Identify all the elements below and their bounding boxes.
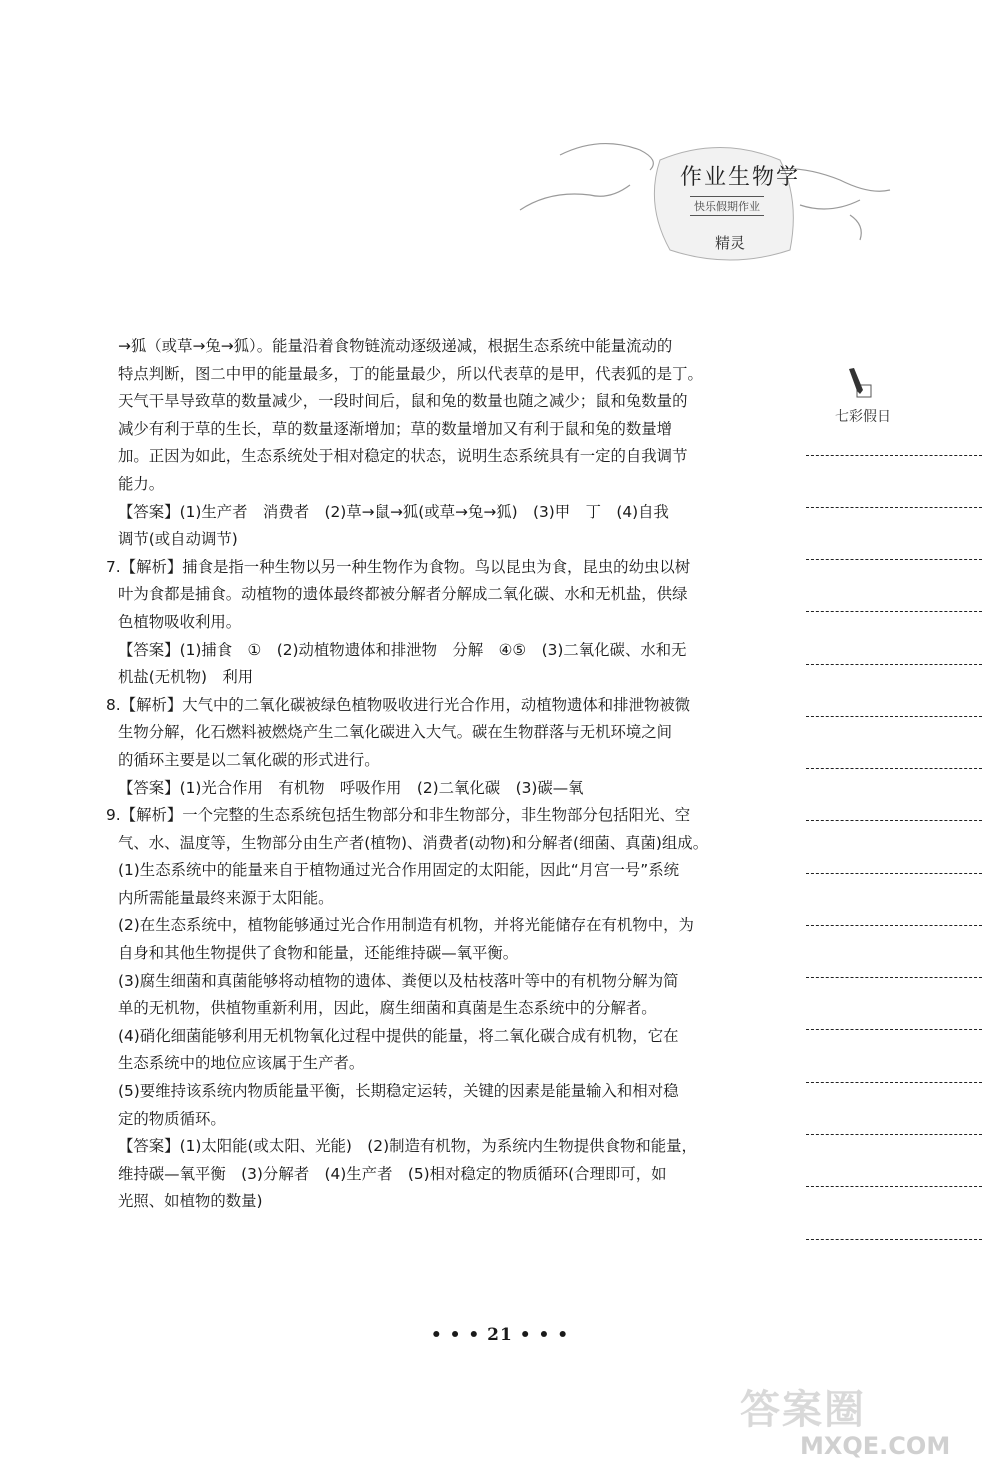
note-line	[806, 507, 982, 508]
header-subtitle: 快乐假期作业	[690, 196, 764, 216]
text-line: 生物分解，化石燃料被燃烧产生二氧化碳进入大气。碳在生物群落与无机环境之间	[118, 723, 673, 742]
pen-icon	[843, 367, 873, 401]
header-title: 作业生物学	[680, 165, 801, 190]
note-line	[806, 1239, 982, 1240]
text-line: 能力。	[118, 474, 165, 493]
text-line: 定的物质循环。	[118, 1109, 226, 1128]
note-line	[806, 559, 982, 560]
text-line: 8.【解析】大气中的二氧化碳被绿色植物吸收进行光合作用，动植物遗体和排泄物被微	[106, 695, 691, 714]
text-line: (1)生态系统中的能量来自于植物通过光合作用固定的太阳能，因此“月宫一号”系统	[118, 861, 680, 880]
text-line: 的循环主要是以二氧化碳的形式进行。	[118, 750, 380, 769]
text-line: 调节(或自动调节)	[118, 530, 238, 549]
note-line	[806, 716, 982, 717]
text-line: 9.【解析】一个完整的生态系统包括生物部分和非生物部分，非生物部分包括阳光、空	[106, 806, 691, 825]
text-line: 色植物吸收利用。	[118, 612, 242, 631]
note-line	[806, 768, 982, 769]
note-line	[806, 1029, 982, 1030]
text-line: 【答案】(1)生产者 消费者 (2)草→鼠→狐(或草→兔→狐) (3)甲 丁 (4)自我	[118, 502, 669, 521]
text-line: 自身和其他生物提供了食物和能量，还能维持碳—氧平衡。	[118, 944, 519, 963]
watermark-logo: 答案圈	[740, 1387, 866, 1433]
note-line	[806, 664, 982, 665]
note-line	[806, 1082, 982, 1083]
answer-text	[106, 333, 758, 1216]
text-line: 生态系统中的地位应该属于生产者。	[118, 1054, 365, 1073]
text-line: 【答案】(1)捕食 ① (2)动植物遗体和排泄物 分解 ④⑤ (3)二氧化碳、水和无	[118, 640, 687, 659]
text-line: 单的无机物，供植物重新利用，因此，腐生细菌和真菌是生态系统中的分解者。	[118, 999, 657, 1018]
text-line: 【答案】(1)光合作用 有机物 呼吸作用 (2)二氧化碳 (3)碳—氧	[118, 778, 584, 797]
text-line: 内所需能量最终来源于太阳能。	[118, 888, 334, 907]
text-line: 减少有利于草的生长，草的数量逐渐增加；草的数量增加又有利于鼠和兔的数量增	[118, 419, 673, 438]
text-line: 特点判断，图二中甲的能量最多，丁的能量最少，所以代表草的是甲，代表狐的是丁。	[118, 364, 703, 383]
note-line	[806, 455, 982, 456]
text-line: 维持碳—氧平衡 (3)分解者 (4)生产者 (5)相对稳定的物质循环(合理即可，如	[118, 1164, 667, 1183]
text-line: (5)要维持该系统内物质能量平衡，长期稳定运转，关键的因素是能量输入和相对稳	[118, 1082, 679, 1101]
header-signature: 精灵	[715, 234, 746, 252]
text-line: 加。正因为如此，生态系统处于相对稳定的状态，说明生态系统具有一定的自我调节	[118, 447, 688, 466]
sidebar-title: 七彩假日	[835, 409, 891, 425]
text-line: (3)腐生细菌和真菌能够将动植物的遗体、粪便以及枯枝落叶等中的有机物分解为简	[118, 971, 679, 990]
note-line	[806, 1134, 982, 1135]
note-line	[806, 1186, 982, 1187]
text-line: 【答案】(1)太阳能(或太阳、光能) (2)制造有机物，为系统内生物提供食物和能量，	[118, 1137, 697, 1156]
text-line: (4)硝化细菌能够利用无机物氧化过程中提供的能量，将二氧化碳合成有机物，它在	[118, 1026, 679, 1045]
header-decoration	[500, 105, 900, 285]
note-line	[806, 925, 982, 926]
text-line: 7.【解析】捕食是指一种生物以另一种生物作为食物。鸟以昆虫为食，昆虫的幼虫以树	[106, 557, 691, 576]
watermark-url: MXQE.COM	[800, 1432, 951, 1460]
text-line: 机盐(无机物) 利用	[118, 668, 254, 687]
text-line: 光照、如植物的数量)	[118, 1192, 263, 1211]
note-line	[806, 611, 982, 612]
text-line: 天气干旱导致草的数量减少，一段时间后，鼠和兔的数量也随之减少；鼠和兔数量的	[118, 392, 688, 411]
text-line: 叶为食都是捕食。动植物的遗体最终都被分解者分解成二氧化碳、水和无机盐，供绿	[118, 585, 688, 604]
text-line: →狐（或草→兔→狐）。能量沿着食物链流动逐级递减，根据生态系统中能量流动的	[118, 337, 673, 355]
note-line	[806, 977, 982, 978]
note-line	[806, 820, 982, 821]
text-line: 气、水、温度等，生物部分由生产者(植物)、消费者(动物)和分解者(细菌、真菌)组成。	[118, 833, 709, 852]
note-line	[806, 873, 982, 874]
page-number: • • • 21 • • •	[430, 1325, 570, 1345]
text-line: (2)在生态系统中，植物能够通过光合作用制造有机物，并将光能储存在有机物中，为	[118, 916, 694, 935]
